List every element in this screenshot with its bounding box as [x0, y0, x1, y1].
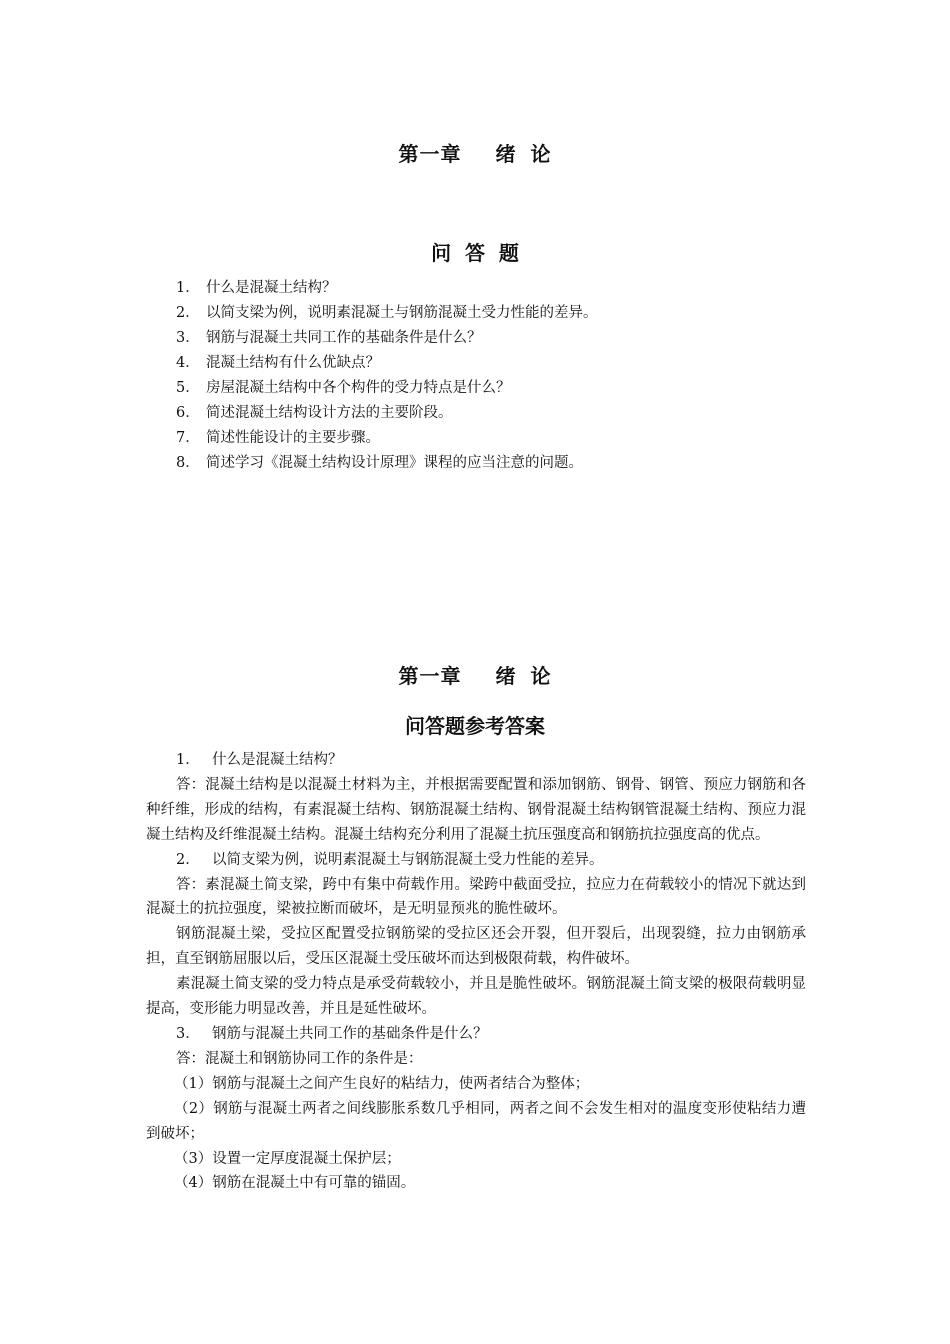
list-item: （4）钢筋在混凝土中有可靠的锚固。	[174, 1175, 416, 1192]
list-item: 2． 以简支梁为例，说明素混凝土与钢筋混凝土受力性能的差异。	[176, 305, 598, 321]
answer-paragraph: 答：素混凝土简支梁，跨中有集中荷载作用。梁跨中截面受拉，拉应力在荷载较小的情况下就达到混凝土的抗拉强度，梁被拉断而破坏，是无明显预兆的脆性破坏。	[146, 876, 806, 918]
answer-paragraph: 答：混凝土和钢筋协同工作的条件是：	[176, 1050, 423, 1067]
chapter-name-part: 绪	[495, 664, 517, 688]
chapter-number: 第一章	[398, 664, 462, 688]
list-item: 8． 简述学习《混凝土结构设计原理》课程的应当注意的问题。	[176, 455, 583, 471]
list-item: （2）钢筋与混凝土两者之间线膨胀系数几乎相同，两者之间不会发生相对的温度变形使粘结力遭到破坏；	[146, 1100, 806, 1142]
list-item: （1）钢筋与混凝土之间产生良好的粘结力，使两者结合为整体；	[174, 1075, 590, 1092]
list-item: 1． 什么是混凝土结构？	[176, 280, 337, 296]
question-list	[176, 276, 598, 476]
question-line: 1． 什么是混凝土结构？	[176, 752, 343, 768]
questions-heading: 问 答 题	[431, 241, 519, 265]
answer-paragraph: 答：混凝土结构是以混凝土材料为主，并根据需要配置和添加钢筋、钢骨、钢管、预应力钢筋和各种纤维，形成的结构，有素混凝土结构、钢筋混凝土结构、钢骨混凝土结构钢管混凝土结构、预应力混凝土结构及纤维混凝土结构。混凝土结构充分利用了混凝土抗压强度高和钢筋抗拉强度高的优点。	[146, 776, 806, 843]
chapter-name-part: 绪	[495, 142, 517, 166]
list-item: 3． 钢筋与混凝土共同工作的基础条件是什么？	[176, 330, 482, 346]
list-item: 4． 混凝土结构有什么优缺点？	[176, 355, 380, 371]
chapter-name-part: 论	[530, 142, 552, 166]
answers-body	[146, 748, 806, 1196]
chapter-title	[0, 138, 950, 167]
chapter-name-part: 论	[530, 664, 552, 688]
list-item: （3）设置一定厚度混凝土保护层；	[174, 1150, 401, 1167]
chapter-number: 第一章	[398, 142, 462, 166]
question-line: 2． 以简支梁为例，说明素混凝土与钢筋混凝土受力性能的差异。	[176, 851, 604, 868]
list-item: 7． 简述性能设计的主要步骤。	[176, 430, 380, 446]
answers-heading: 问答题参考答案	[405, 714, 545, 738]
question-line: 3． 钢筋与混凝土共同工作的基础条件是什么？	[176, 1025, 488, 1042]
answer-paragraph: 素混凝土简支梁的受力特点是承受荷载较小，并且是脆性破坏。钢筋混凝土简支梁的极限荷载明显提高，变形能力明显改善，并且是延性破坏。	[146, 976, 806, 1018]
list-item: 6． 简述混凝土结构设计方法的主要阶段。	[176, 405, 453, 421]
chapter-title	[0, 660, 950, 689]
list-item: 5． 房屋混凝土结构中各个构件的受力特点是什么？	[176, 380, 511, 396]
answer-paragraph: 钢筋混凝土梁，受拉区配置受拉钢筋梁的受拉区还会开裂，但开裂后，出现裂缝，拉力由钢筋承担，直至钢筋屈服以后，受压区混凝土受压破坏而达到极限荷载，构件破坏。	[146, 926, 806, 968]
